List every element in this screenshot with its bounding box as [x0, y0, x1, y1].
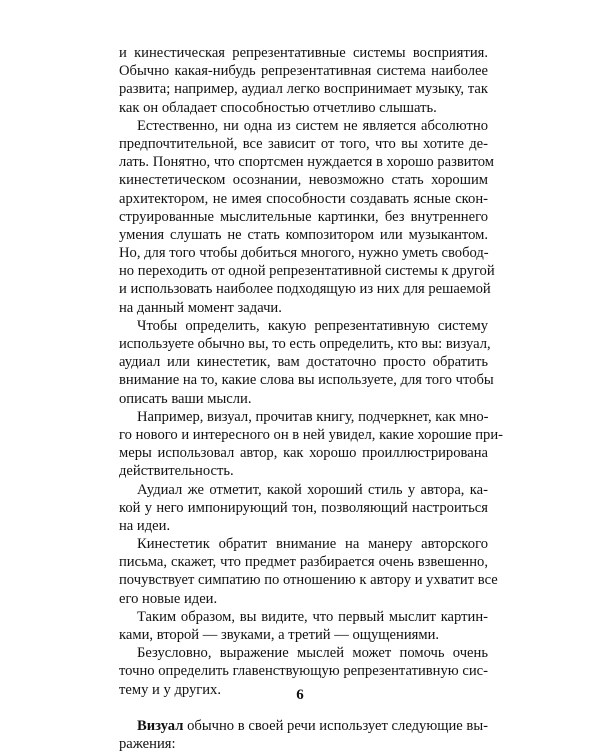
text-line: умения слушать не стать композитором или музыкантом.	[119, 226, 488, 243]
text-line: Например, визуал, прочитав книгу, подчеркнет, как мно-	[137, 408, 489, 425]
text-line: и использовать наиболее подходящую из них для решаемой	[119, 281, 491, 298]
text-line: лать. Понятно, что спортсмен нуждается в хорошо развитом	[119, 154, 495, 171]
page-body	[119, 44, 504, 753]
text-line: почувствует симпатию по отношению к автору и ухватит все	[119, 572, 498, 589]
text-line: Аудиал же отметит, какой хороший стиль у автора, ка-	[137, 481, 488, 498]
text-line: развита; например, аудиал легко воспринимает музыку, так	[119, 81, 488, 98]
text-line: меры использовал автор, как хорошо проиллюстрирована	[119, 445, 488, 462]
text-line: на идеи.	[119, 517, 171, 534]
text-line: кинестетическом осознании, невозможно стать хорошим	[119, 172, 488, 189]
text-line: используете обычно вы, то есть определить, кто вы: визуал,	[119, 336, 491, 352]
page-number: 6	[296, 687, 304, 703]
text-line: внимание на то, какие слова вы используете, для того чтобы	[119, 372, 494, 389]
text-line: архитектором, не имея способности создавать ясные скон-	[119, 190, 488, 207]
text-line: го нового и интересного он в ней увидел, какие хорошие при-	[119, 426, 504, 443]
text-line: ками, второй — звуками, а третий — ощущениями.	[119, 627, 440, 643]
text-line: как он обладает способностью отчетливо слышать.	[119, 99, 437, 116]
text-line: Кинестетик обратит внимание на манеру авторского	[137, 536, 488, 553]
paragraph-5	[119, 481, 488, 536]
text-line: письма, скажет, что предмет разбирается очень взвешенно,	[119, 554, 488, 571]
text-line: тему и у других.	[119, 681, 222, 698]
text-line: Обычно какая-нибудь репрезентативная система наиболее	[119, 63, 488, 80]
paragraph-1	[119, 44, 488, 117]
text-line: струированные мыслительные картинки, без внутреннего	[119, 208, 488, 225]
text-line: на данный момент задачи.	[119, 299, 282, 316]
paragraph-2	[119, 117, 495, 317]
text-line: кой у него импонирующий тон, позволяющий настроиться	[119, 499, 488, 516]
text-line: но переходить от одной репрезентативной системы к другой	[119, 263, 495, 280]
text-line: ражения:	[119, 735, 176, 752]
text-line: предпочтительной, все зависит от того, что вы хотите де-	[119, 135, 488, 152]
text-line: и кинестическая репрезентативные системы восприятия.	[119, 45, 488, 61]
text-line	[119, 717, 488, 735]
text-line: его новые идеи.	[119, 590, 218, 607]
bold-term: Визуал	[137, 717, 184, 734]
text-line: Безусловно, выражение мыслей может помочь очень	[137, 645, 488, 662]
paragraph-6	[119, 535, 498, 608]
paragraph-4	[119, 408, 504, 481]
text-line: описать ваши мысли.	[119, 390, 252, 407]
text-line: Чтобы определить, какую репрезентативную систему	[137, 317, 488, 334]
text-fragment: обычно в своей речи использует следующие вы-	[183, 717, 488, 734]
text-line: точно определить главенствующую репрезентативную сис-	[119, 663, 488, 680]
text-line: Но, для того чтобы добиться многого, нужно уметь свобод-	[119, 245, 489, 262]
text-line: Таким образом, вы видите, что первый мыслит картин-	[137, 608, 488, 625]
paragraph-3	[119, 317, 494, 408]
text-line: аудиал или кинестетик, вам достаточно просто обратить	[119, 354, 488, 371]
text-line: действительность.	[119, 463, 234, 480]
paragraph-visual	[119, 717, 488, 753]
text-line: Естественно, ни одна из систем не является абсолютно	[137, 117, 488, 134]
paragraph-7	[119, 608, 488, 644]
